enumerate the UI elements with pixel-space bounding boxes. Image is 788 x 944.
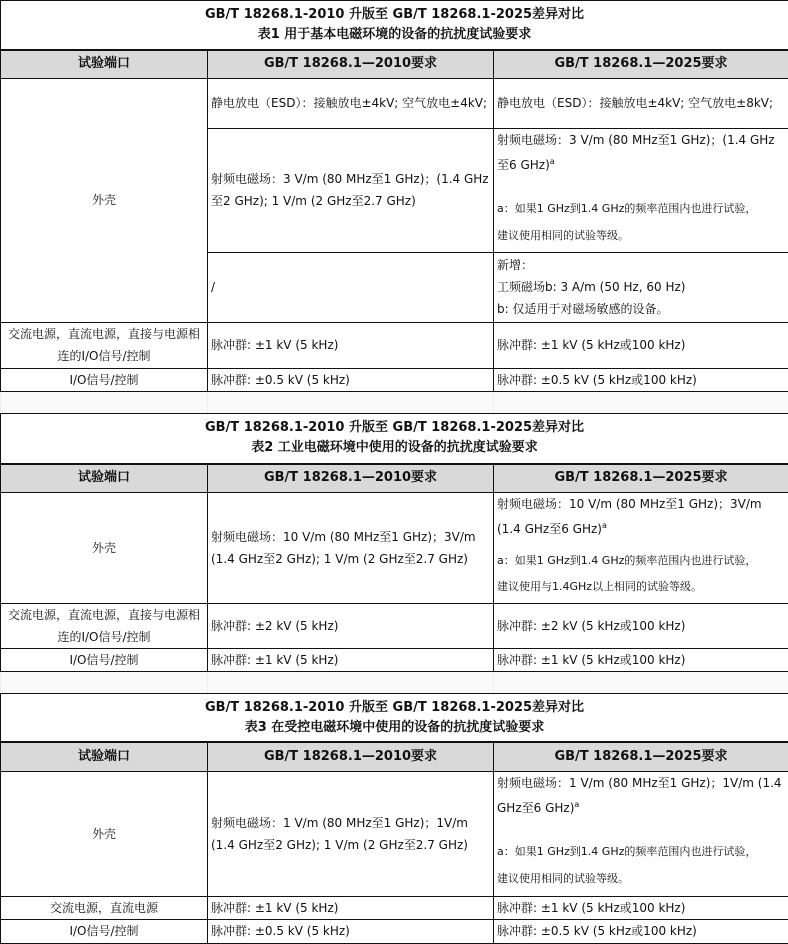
footnote-mark: a [574, 800, 579, 809]
io-old: 脉冲群: ±0.5 kV (5 kHz) [208, 919, 494, 943]
rf-new: 射频电磁场：1 V/m (80 MHz至1 GHz)；1V/m (1.4 GHz至6 GHz) [497, 776, 782, 815]
power-new: 脉冲群: ±1 kV (5 kHz或100 kHz) [494, 322, 788, 368]
header-old: GB/T 18268.1—2010要求 [208, 742, 494, 771]
note-a1: a：如果1 GHz到1.4 GHz的频率范围内也进行试验， [497, 837, 785, 867]
title-line: GB/T 18268.1-2010 升版至 GB/T 18268.1-2025差异对比 [4, 698, 785, 718]
io-new: 脉冲群: ±0.5 kV (5 kHz或100 kHz) [494, 919, 788, 943]
rf-new-cell [494, 771, 788, 896]
esd-new: 静电放电（ESD）：接触放电±4kV; 空气放电±8kV; [494, 78, 788, 128]
rf-new-cell [494, 493, 788, 604]
port-io: I/O信号/控制 [1, 649, 208, 672]
io-old: 脉冲群: ±1 kV (5 kHz) [208, 649, 494, 672]
rf-new: 射频电磁场：10 V/m (80 MHz至1 GHz)；3V/m (1.4 GHz至6 GHz) [497, 497, 762, 536]
power-old: 脉冲群: ±1 kV (5 kHz) [208, 896, 494, 919]
io-new: 脉冲群: ±1 kV (5 kHz或100 kHz) [494, 649, 788, 672]
port-enclosure: 外壳 [1, 493, 208, 604]
port-power: 交流电源，直流电源，直接与电源相连的I/O信号/控制 [1, 322, 208, 368]
header-port: 试验端口 [1, 50, 208, 78]
rf-new: 射频电磁场：3 V/m (80 MHz至1 GHz)；(1.4 GHz至6 GHz) [497, 133, 775, 172]
header-old: GB/T 18268.1—2010要求 [208, 50, 494, 78]
title-line: GB/T 18268.1-2010 升版至 GB/T 18268.1-2025差异对比 [4, 5, 785, 25]
header-old: GB/T 18268.1—2010要求 [208, 464, 494, 493]
port-power: 交流电源，直流电源 [1, 896, 208, 919]
port-enclosure: 外壳 [1, 78, 208, 322]
header-new: GB/T 18268.1—2025要求 [494, 50, 788, 78]
rf-old: 射频电磁场：1 V/m (80 MHz至1 GHz)；1V/m (1.4 GHz至2 GHz); 1 V/m (2 GHz至2.7 GHz) [208, 771, 494, 896]
header-port: 试验端口 [1, 464, 208, 493]
note-a1: a：如果1 GHz到1.4 GHz的频率范围内也进行试验， [497, 194, 785, 224]
port-enclosure: 外壳 [1, 771, 208, 896]
subtitle-line: 表2 工业电磁环境中使用的设备的抗扰度试验要求 [4, 438, 785, 458]
note-a1: a：如果1 GHz到1.4 GHz的频率范围内也进行试验， [497, 546, 785, 576]
mag-new-2: 工频磁场b: 3 A/m (50 Hz, 60 Hz) [497, 276, 785, 298]
power-new: 脉冲群: ±1 kV (5 kHz或100 kHz) [494, 896, 788, 919]
note-a2: 建议使用相同的试验等级。 [497, 867, 785, 891]
comparison-table-1 [0, 0, 788, 413]
title-line: GB/T 18268.1-2010 升版至 GB/T 18268.1-2025差异对比 [4, 418, 785, 438]
subtitle-line: 表1 用于基本电磁环境的设备的抗扰度试验要求 [4, 25, 785, 45]
power-old: 脉冲群: ±1 kV (5 kHz) [208, 322, 494, 368]
table-title [1, 413, 788, 464]
header-new: GB/T 18268.1—2025要求 [494, 742, 788, 771]
rf-new-cell [494, 128, 788, 252]
table-title [1, 1, 788, 51]
esd-old: 静电放电（ESD）：接触放电±4kV; 空气放电±4kV; [208, 78, 494, 128]
rf-old: 射频电磁场：10 V/m (80 MHz至1 GHz)；3V/m (1.4 GHz至2 GHz); 1 V/m (2 GHz至2.7 GHz) [208, 493, 494, 604]
note-a2: 建议使用相同的试验等级。 [497, 224, 785, 248]
mag-new-cell [494, 252, 788, 322]
footnote-mark: a [602, 521, 607, 530]
mag-old: / [208, 252, 494, 322]
port-power: 交流电源，直流电源，直接与电源相连的I/O信号/控制 [1, 604, 208, 649]
port-io: I/O信号/控制 [1, 919, 208, 943]
io-new: 脉冲群: ±0.5 kV (5 kHz或100 kHz) [494, 368, 788, 391]
comparison-table-2 [0, 413, 788, 694]
port-io: I/O信号/控制 [1, 368, 208, 391]
header-new: GB/T 18268.1—2025要求 [494, 464, 788, 493]
table-title [1, 694, 788, 743]
power-old: 脉冲群: ±2 kV (5 kHz) [208, 604, 494, 649]
header-port: 试验端口 [1, 742, 208, 771]
io-old: 脉冲群: ±0.5 kV (5 kHz) [208, 368, 494, 391]
mag-new-1: 新增： [497, 254, 785, 276]
note-a2: 建议使用与1.4GHz以上相同的试验等级。 [497, 576, 785, 598]
footnote-mark: a [550, 157, 555, 166]
power-new: 脉冲群: ±2 kV (5 kHz或100 kHz) [494, 604, 788, 649]
mag-new-3: b: 仅适用于对磁场敏感的设备。 [497, 298, 785, 320]
rf-old: 射频电磁场：3 V/m (80 MHz至1 GHz)；(1.4 GHz至2 GHz); 1 V/m (2 GHz至2.7 GHz) [208, 128, 494, 252]
subtitle-line: 表3 在受控电磁环境中使用的设备的抗扰度试验要求 [4, 718, 785, 738]
comparison-table-3 [0, 693, 788, 944]
